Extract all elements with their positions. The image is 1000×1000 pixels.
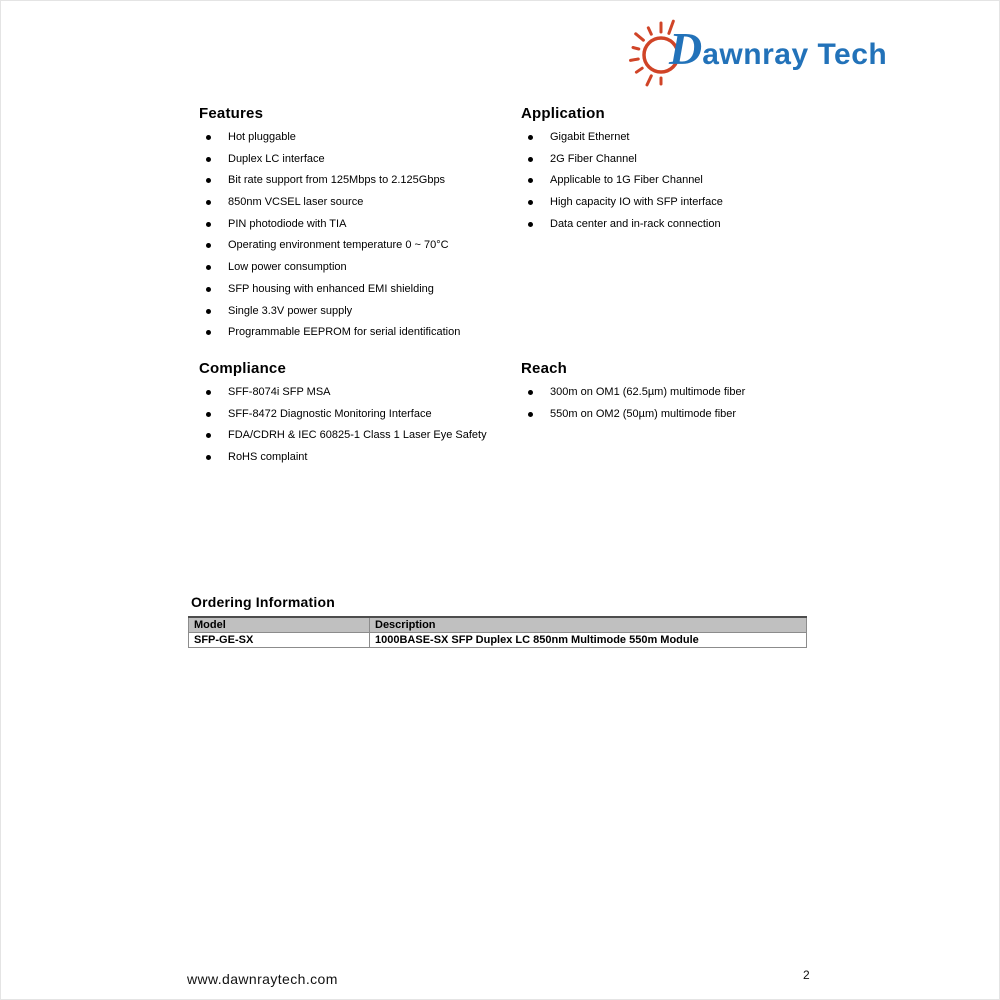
bullet-icon: [528, 222, 533, 227]
list-item: PIN photodiode with TIA: [199, 218, 519, 231]
bullet-icon: [206, 330, 211, 335]
list-item: Single 3.3V power supply: [199, 305, 519, 318]
column-header-model: Model: [189, 617, 370, 633]
bullet-icon: [206, 243, 211, 248]
bullet-icon: [206, 265, 211, 270]
compliance-list: [199, 386, 529, 464]
section-reach: [521, 360, 851, 429]
list-item: SFP housing with enhanced EMI shielding: [199, 283, 519, 296]
table-header-row: [189, 617, 807, 633]
section-ordering-information: [188, 594, 807, 648]
section-title-ordering-information: Ordering Information: [191, 594, 335, 610]
table-row: [189, 633, 807, 648]
list-item: 550m on OM2 (50µm) multimode fiber: [521, 408, 851, 421]
section-title-application: Application: [521, 105, 605, 122]
bullet-icon: [528, 157, 533, 162]
bullet-icon: [528, 390, 533, 395]
list-item: Low power consumption: [199, 261, 519, 274]
list-item: FDA/CDRH & IEC 60825-1 Class 1 Laser Eye Safety: [199, 429, 529, 442]
list-item: 850nm VCSEL laser source: [199, 196, 519, 209]
bullet-icon: [528, 135, 533, 140]
list-item: Bit rate support from 125Mbps to 2.125Gbps: [199, 174, 519, 187]
reach-list: [521, 386, 851, 421]
bullet-icon: [528, 412, 533, 417]
bullet-icon: [206, 135, 211, 140]
bullet-icon: [206, 157, 211, 162]
cell-model: SFP-GE-SX: [189, 633, 370, 648]
section-features: [199, 105, 519, 348]
list-item: 2G Fiber Channel: [521, 153, 841, 166]
column-header-description: Description: [370, 617, 807, 633]
list-item: RoHS complaint: [199, 451, 529, 464]
section-title-compliance: Compliance: [199, 360, 287, 377]
list-item: 300m on OM1 (62.5µm) multimode fiber: [521, 386, 851, 399]
list-item: Duplex LC interface: [199, 153, 519, 166]
bullet-icon: [206, 309, 211, 314]
section-title-features: Features: [199, 105, 264, 122]
bullet-icon: [206, 200, 211, 205]
list-item: Programmable EEPROM for serial identification: [199, 326, 519, 339]
list-item: Data center and in-rack connection: [521, 218, 841, 231]
bullet-icon: [206, 222, 211, 227]
list-item: Applicable to 1G Fiber Channel: [521, 174, 841, 187]
bullet-icon: [206, 412, 211, 417]
bullet-icon: [206, 433, 211, 438]
company-logo: [617, 13, 897, 95]
bullet-icon: [206, 390, 211, 395]
bullet-icon: [206, 455, 211, 460]
brand-name: Dawnray Tech: [669, 23, 888, 74]
cell-description: 1000BASE-SX SFP Duplex LC 850nm Multimode 550m Module: [370, 633, 807, 648]
list-item: SFF-8472 Diagnostic Monitoring Interface: [199, 408, 529, 421]
application-list: [521, 131, 841, 231]
bullet-icon: [528, 178, 533, 183]
footer-website: www.dawnraytech.com: [187, 971, 338, 987]
features-list: [199, 131, 519, 339]
list-item: SFF-8074i SFP MSA: [199, 386, 529, 399]
footer-page-number: 2: [803, 968, 810, 982]
list-item: Operating environment temperature 0 ~ 70°C: [199, 239, 519, 252]
ordering-table: [188, 616, 807, 648]
section-application: [521, 105, 841, 239]
list-item: Gigabit Ethernet: [521, 131, 841, 144]
bullet-icon: [206, 178, 211, 183]
bullet-icon: [206, 287, 211, 292]
list-item: High capacity IO with SFP interface: [521, 196, 841, 209]
bullet-icon: [528, 200, 533, 205]
section-title-reach: Reach: [521, 360, 568, 377]
list-item: Hot pluggable: [199, 131, 519, 144]
section-compliance: [199, 360, 529, 473]
